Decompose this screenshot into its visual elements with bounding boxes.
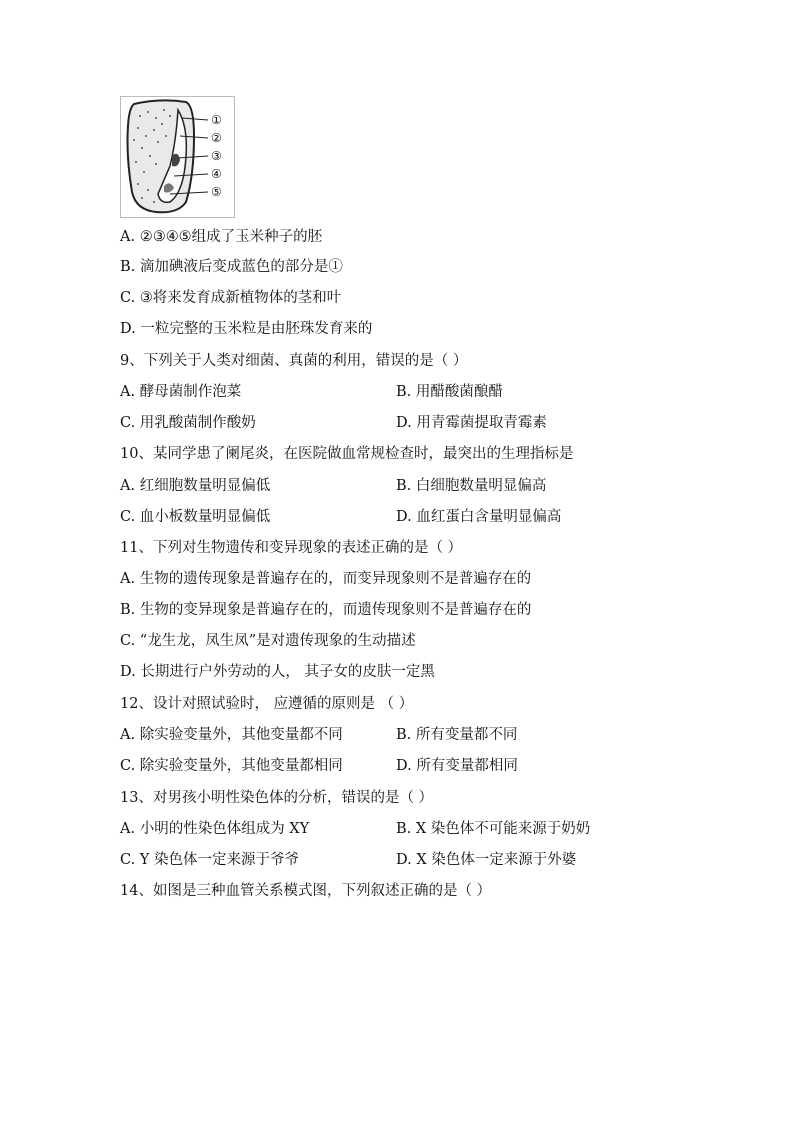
q11-stem: 11、下列对生物遗传和变异现象的表述正确的是（ ） <box>120 540 463 556</box>
q10-option-d: D. 血红蛋白含量明显偏高 <box>396 509 562 525</box>
figure-label-5: ⑤ <box>211 185 222 199</box>
q11-option-d: D. 长期进行户外劳动的人， 其子女的皮肤一定黑 <box>120 664 435 680</box>
figure-label-1: ① <box>211 113 222 127</box>
q9-option-b: B. 用醋酸菌酿醋 <box>396 384 503 400</box>
figure-label-2: ② <box>211 131 222 145</box>
q12-option-a: A. 除实验变量外，其他变量都不同 <box>120 727 343 743</box>
q10-option-c: C. 血小板数量明显偏低 <box>120 509 271 525</box>
q11-option-c: C. “龙生龙，凤生凤”是对遗传现象的生动描述 <box>120 633 416 649</box>
q8-option-a: A. ②③④⑤组成了玉米种子的胚 <box>120 229 323 245</box>
q10-option-b: B. 白细胞数量明显偏高 <box>396 478 547 494</box>
q8-option-d: D. 一粒完整的玉米粒是由胚珠发育来的 <box>120 321 373 337</box>
q13-option-a: A. 小明的性染色体组成为 XY <box>120 821 310 837</box>
q12-stem: 12、设计对照试验时， 应遵循的原则是 （ ） <box>120 696 414 712</box>
corn-seed-figure <box>120 96 235 218</box>
q9-option-d: D. 用青霉菌提取青霉素 <box>396 415 547 431</box>
q12-option-b: B. 所有变量都不同 <box>396 727 518 743</box>
q12-option-c: C. 除实验变量外，其他变量都相同 <box>120 758 343 774</box>
q10-stem: 10、某同学患了阑尾炎，在医院做血常规检查时，最突出的生理指标是 <box>120 446 574 462</box>
q11-option-b: B. 生物的变异现象是普遍存在的，而遗传现象则不是普遍存在的 <box>120 602 532 618</box>
q12-option-d: D. 所有变量都相同 <box>396 758 518 774</box>
q11-option-a: A. 生物的遗传现象是普遍存在的，而变异现象则不是普遍存在的 <box>120 571 532 587</box>
q13-option-b: B. X 染色体不可能来源于奶奶 <box>396 821 591 837</box>
q8-option-b: B. 滴加碘液后变成蓝色的部分是① <box>120 259 343 275</box>
q9-option-c: C. 用乳酸菌制作酸奶 <box>120 415 256 431</box>
figure-label-3: ③ <box>211 149 222 163</box>
q14-stem: 14、如图是三种血管关系模式图，下列叙述正确的是（ ） <box>120 883 492 899</box>
q8-option-c: C. ③将来发育成新植物体的茎和叶 <box>120 290 342 306</box>
q13-option-d: D. X 染色体一定来源于外婆 <box>396 852 577 868</box>
q9-stem: 9、下列关于人类对细菌、真菌的利用，错误的是（ ） <box>120 353 468 369</box>
q13-option-c: C. Y 染色体一定来源于爷爷 <box>120 852 299 868</box>
q13-stem: 13、对男孩小明性染色体的分析，错误的是（ ） <box>120 790 434 806</box>
q10-option-a: A. 红细胞数量明显偏低 <box>120 478 271 494</box>
q9-option-a: A. 酵母菌制作泡菜 <box>120 384 242 400</box>
figure-label-4: ④ <box>211 167 222 181</box>
